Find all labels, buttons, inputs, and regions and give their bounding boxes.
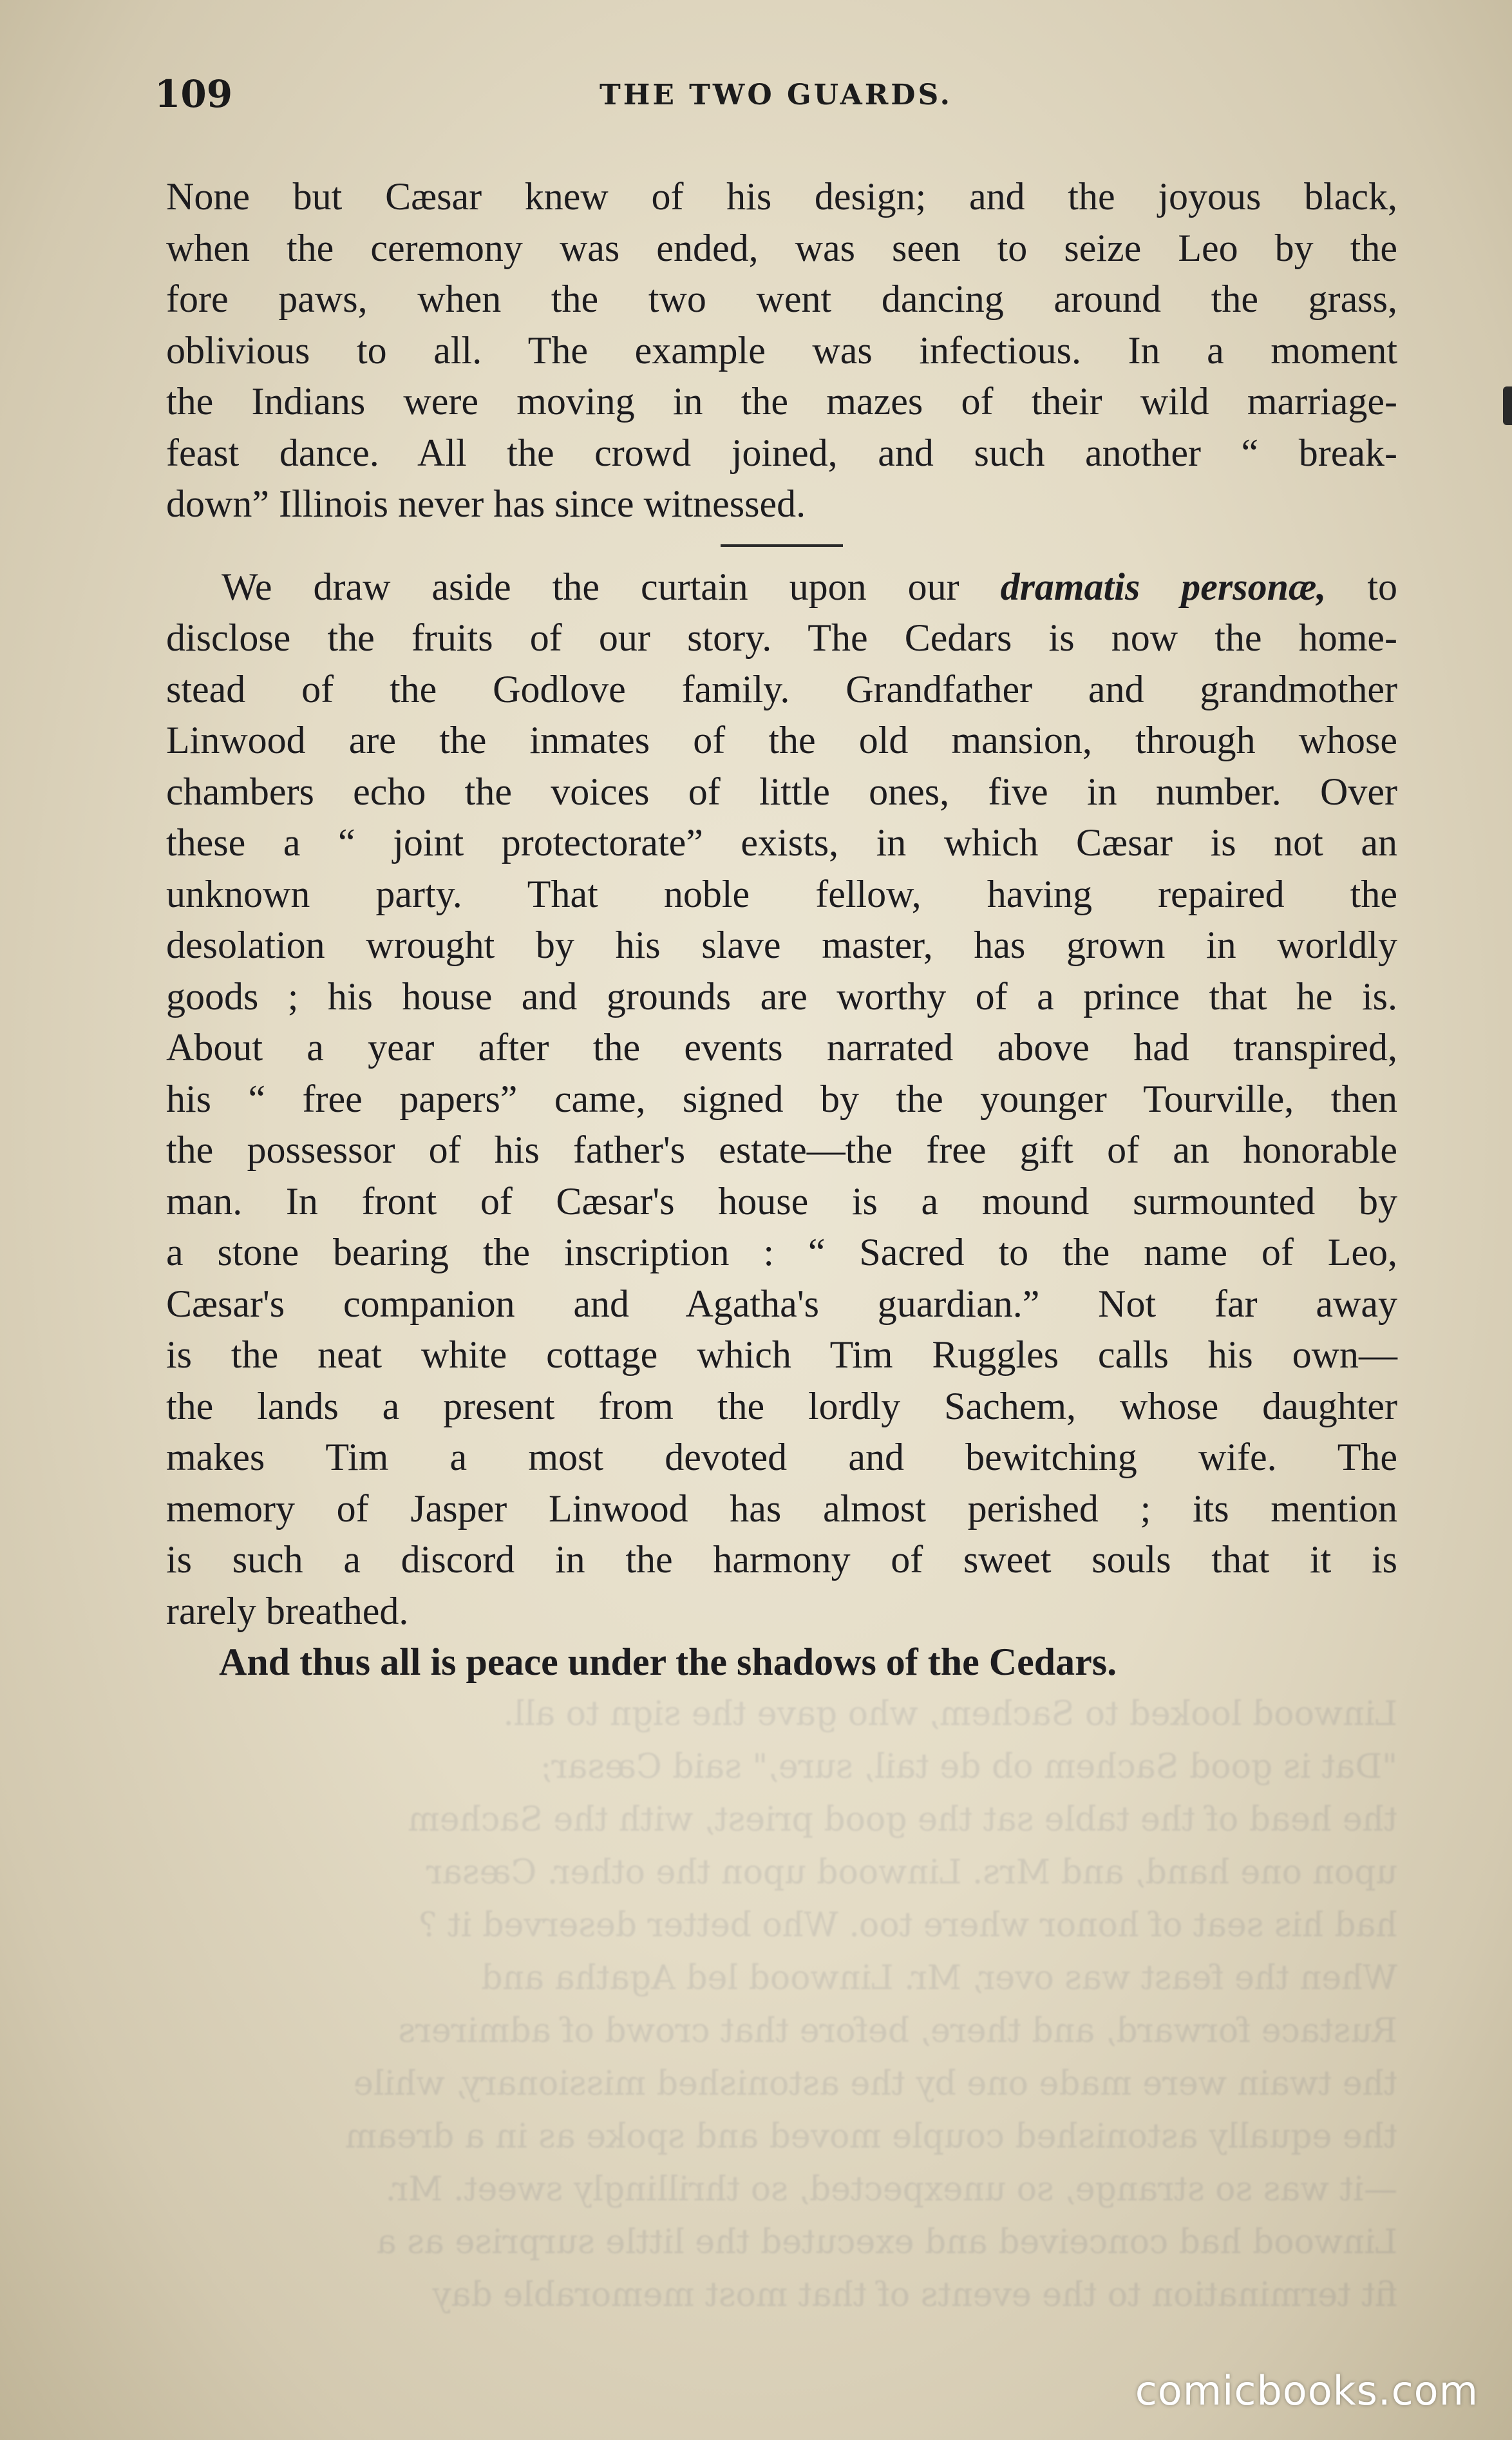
text-line: Linwood are the inmates of the old mansion, through whose xyxy=(166,719,1397,761)
text-line: the possessor of his father's estate—the free gift of an honorable xyxy=(166,1129,1397,1171)
text-run: We draw aside the curtain upon our xyxy=(222,565,1001,608)
text-line: man. In front of Cæsar's house is a mound surmounted by xyxy=(166,1179,1397,1223)
page-edge-mark xyxy=(1503,386,1512,425)
section-divider xyxy=(721,544,843,547)
text-line: stead of the Godlove family. Grandfather and grandmother xyxy=(166,667,1397,710)
running-head: THE TWO GUARDS. xyxy=(600,79,952,111)
text-run: to xyxy=(1326,565,1398,608)
text-line: chambers echo the voices of little ones, five in number. Over xyxy=(166,770,1397,813)
text-line: goods ; his house and grounds are worthy of a prince that he is. xyxy=(166,975,1397,1018)
text-line xyxy=(166,562,1397,613)
text-line: fore paws, when the two went dancing around the grass, xyxy=(166,278,1397,320)
text-line: makes Tim a most devoted and bewitching wife. The xyxy=(166,1436,1397,1478)
show-through-text: Linwood looked to Sachem, who gave the sign to all. "Dat is good Sachem ob de tail, sure," said Cæsar; the head of the table sat the good priest, with the Sachem upon one hand, and Mrs. Linwood upon the other. Cæsar had his seat of honor where too. Who better deserved it ? When the feast was over, Mr. Linwood led Agatha and Rustace forward, and there, before that crowd of admirers the twain were made one by the astonished missionary, while the equally astonished couple moved and spoke as in a dream —it was so strange, so unexpected, so thrillingly sweet. Mr. Linwood had conceived and executed the little surprise as a fit termination to the events of that most memorable day xyxy=(345,1695,1397,2314)
text-line: unknown party. That noble fellow, having repaired the xyxy=(166,872,1397,915)
italic-phrase: dramatis personæ, xyxy=(1000,565,1327,608)
text-line: his “ free papers” came, signed by the younger Tourville, then xyxy=(166,1077,1397,1120)
text-line: Cæsar's companion and Agatha's guardian.” Not far away xyxy=(166,1282,1397,1325)
text-line: these a “ joint protectorate” exists, in which Cæsar is not an xyxy=(166,821,1397,864)
text-line: down” Illinois never has since witnessed. xyxy=(166,482,806,525)
watermark: comicbooks.com xyxy=(1135,2367,1479,2414)
text-line: the Indians were moving in the mazes of their wild marriage- xyxy=(166,380,1397,423)
text-line: is the neat white cottage which Tim Ruggles calls his own— xyxy=(166,1333,1397,1376)
body-text xyxy=(166,171,1397,1688)
text-line: rarely breathed. xyxy=(166,1589,409,1632)
text-line: oblivious to all. The example was infectious. In a moment xyxy=(166,329,1397,372)
text-line: desolation wrought by his slave master, has grown in worldly xyxy=(166,924,1397,966)
text-line: feast dance. All the crowd joined, and such another “ break- xyxy=(166,431,1397,474)
text-line: About a year after the events narrated above had transpired, xyxy=(166,1026,1397,1069)
text-line: memory of Jasper Linwood has almost perished ; its mention xyxy=(166,1487,1397,1530)
text-line: the lands a present from the lordly Sachem, whose daughter xyxy=(166,1384,1397,1427)
text-line: disclose the fruits of our story. The Cedars is now the home- xyxy=(166,616,1397,659)
text-line: is such a discord in the harmony of sweet souls that it is xyxy=(166,1538,1397,1581)
text-line: a stone bearing the inscription : “ Sacred to the name of Leo, xyxy=(166,1231,1397,1273)
text-line: None but Cæsar knew of his design; and the joyous black, xyxy=(166,175,1397,218)
text-line: when the ceremony was ended, was seen to seize Leo by the xyxy=(166,226,1397,269)
page-number: 109 xyxy=(155,72,233,116)
page-header xyxy=(155,72,1397,124)
closing-line: And thus all is peace under the shadows of the Cedars. xyxy=(219,1641,1117,1683)
